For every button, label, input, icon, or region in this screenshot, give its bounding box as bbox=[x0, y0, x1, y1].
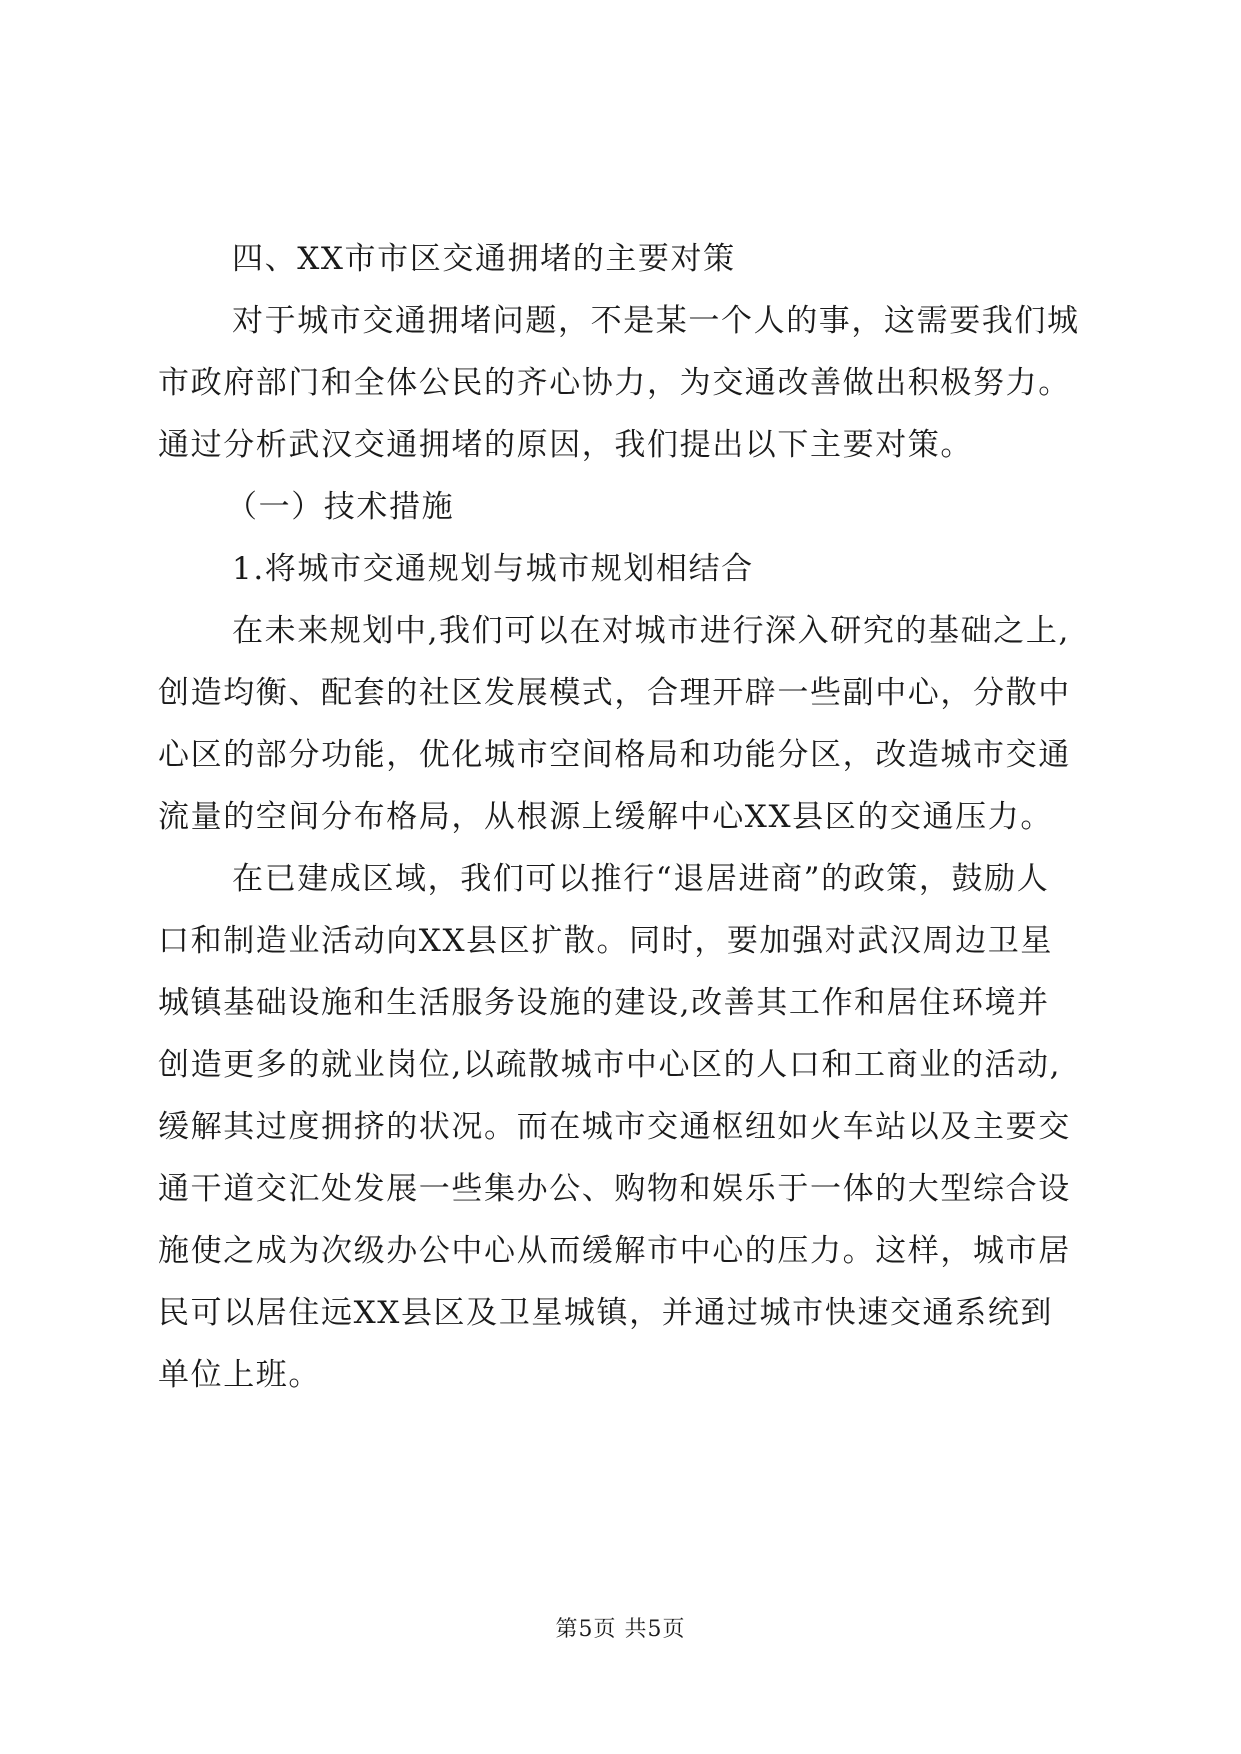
paragraph-line: 民可以居住远XX县区及卫星城镇，并通过城市快速交通系统到 bbox=[158, 1295, 1053, 1331]
paragraph-line: 创造更多的就业岗位,以疏散城市中心区的人口和工商业的活动, bbox=[158, 1047, 1062, 1083]
paragraph-line: 单位上班。 bbox=[158, 1357, 321, 1393]
page-number: 第5页 共5页 bbox=[555, 1617, 686, 1642]
paragraph-line: 通干道交汇处发展一些集办公、购物和娱乐于一体的大型综合设 bbox=[158, 1171, 1071, 1207]
body-paragraph-2 bbox=[158, 848, 1088, 1406]
item-heading: 1.将城市交通规划与城市规划相结合 bbox=[232, 551, 754, 587]
paragraph-line: 在已建成区域，我们可以推行“退居进商”的政策，鼓励人 bbox=[232, 861, 1050, 897]
paragraph-line: 城镇基础设施和生活服务设施的建设,改善其工作和居住环境并 bbox=[158, 985, 1050, 1021]
intro-line: 通过分析武汉交通拥堵的原因，我们提出以下主要对策。 bbox=[158, 427, 973, 463]
section-heading: 四、XX市市区交通拥堵的主要对策 bbox=[232, 241, 736, 277]
intro-line: 对于城市交通拥堵问题，不是某一个人的事，这需要我们城 bbox=[232, 303, 1080, 339]
subsection-heading: （一）技术措施 bbox=[226, 489, 455, 525]
paragraph-line: 创造均衡、配套的社区发展模式，合理开辟一些副中心，分散中 bbox=[158, 675, 1071, 711]
paragraph-line: 缓解其过度拥挤的状况。而在城市交通枢纽如火车站以及主要交 bbox=[158, 1109, 1071, 1145]
intro-line: 市政府部门和全体公民的齐心协力，为交通改善做出积极努力。 bbox=[158, 365, 1071, 401]
paragraph-line: 在未来规划中,我们可以在对城市进行深入研究的基础之上, bbox=[232, 613, 1070, 649]
paragraph-line: 流量的空间分布格局，从根源上缓解中心XX县区的交通压力。 bbox=[158, 799, 1053, 835]
body-paragraph-1 bbox=[158, 600, 1088, 848]
paragraph-line: 口和制造业活动向XX县区扩散。同时，要加强对武汉周边卫星 bbox=[158, 923, 1053, 959]
document-body bbox=[158, 228, 1088, 1406]
intro-paragraph bbox=[158, 290, 1088, 476]
paragraph-line: 施使之成为次级办公中心从而缓解市中心的压力。这样，城市居 bbox=[158, 1233, 1071, 1269]
paragraph-line: 心区的部分功能，优化城市空间格局和功能分区，改造城市交通 bbox=[158, 737, 1071, 773]
